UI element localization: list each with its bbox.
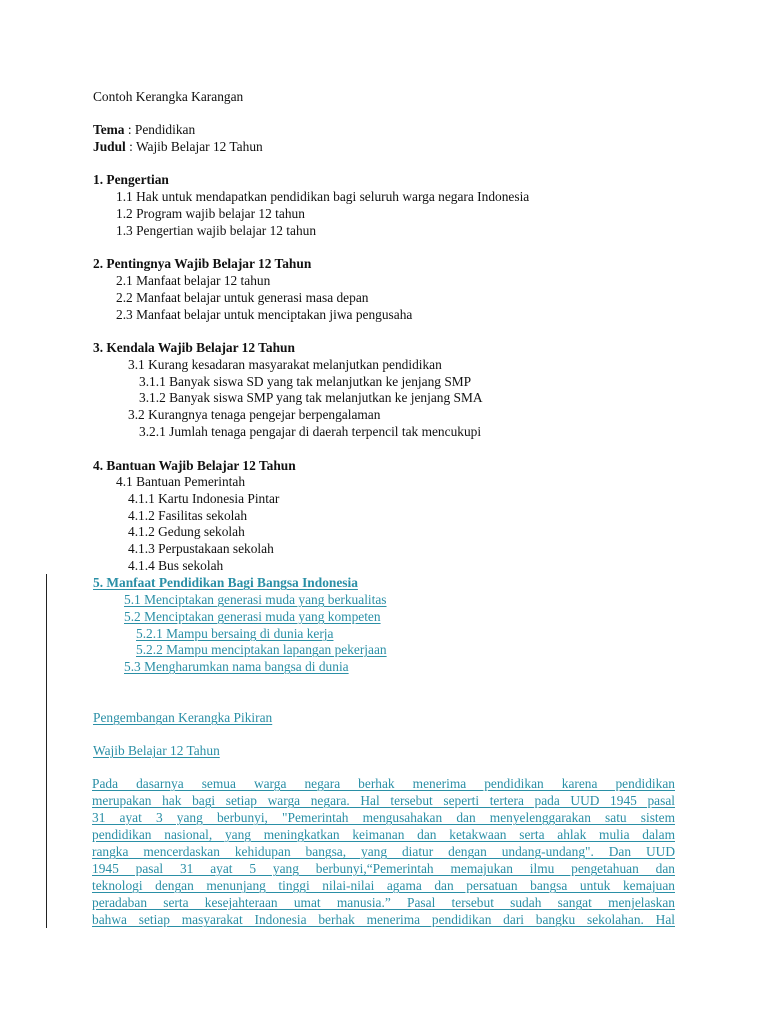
outline-item: 3.1.2 Banyak siswa SMP yang tak melanjutkan ke jenjang SMA [139,390,483,405]
outline-item-link[interactable]: 5.2 Menciptakan generasi muda yang kompeten [124,609,381,624]
development-subtitle[interactable]: Wajib Belajar 12 Tahun [93,743,220,758]
tema-line [93,122,195,138]
outline-item: 4.1 Bantuan Pemerintah [116,474,246,489]
tema-value: : Pendidikan [124,122,196,137]
paragraph-line[interactable]: rangka mencerdaskan kehidupan bangsa, yang diatur dengan undang-undang". Dan UUD [92,844,675,859]
paragraph-line[interactable]: 1945 pasal 31 ayat 5 yang berbunyi,“Pemerintah memajukan ilmu pengetahuan dan [92,861,675,876]
judul-line [93,139,263,155]
paragraph-line[interactable]: teknologi dengan menunjang tinggi nilai-nilai agama dan persatuan bangsa untuk kemajuan [92,878,675,893]
paragraph-line[interactable]: Pada dasarnya semua warga negara berhak menerima pendidikan karena pendidikan [92,776,675,791]
outline-item: 4.1.3 Perpustakaan sekolah [128,541,274,556]
outline-item: 1.3 Pengertian wajib belajar 12 tahun [116,223,317,238]
section-1-heading: 1. Pengertian [93,172,169,187]
outline-item: 4.1.4 Bus sekolah [128,558,224,573]
judul-value: : Wajib Belajar 12 Tahun [125,139,263,154]
body-paragraph [92,775,675,928]
outline-item: 1.2 Program wajib belajar 12 tahun [116,206,305,221]
outline-item-link[interactable]: 5.3 Mengharumkan nama bangsa di dunia [124,659,349,674]
outline-item: 4.1.2 Gedung sekolah [128,524,245,539]
development-heading[interactable]: Pengembangan Kerangka Pikiran [93,710,273,725]
section-5-heading[interactable]: 5. Manfaat Pendidikan Bagi Bangsa Indonesia [93,575,358,590]
paragraph-line[interactable]: merupakan hak bagi setiap warga negara. Hal tersebut seperti tertera pada UUD 1945 pasal [92,793,675,808]
outline-item: 3.1.1 Banyak siswa SD yang tak melanjutkan ke jenjang SMP [139,374,472,389]
outline-item: 2.1 Manfaat belajar 12 tahun [116,273,271,288]
outline-item: 3.2.1 Jumlah tenaga pengajar di daerah terpencil tak mencukupi [139,424,482,439]
outline-item: 4.1.2 Fasilitas sekolah [128,508,248,523]
outline-item: 4.1.1 Kartu Indonesia Pintar [128,491,280,506]
tema-label: Tema [93,122,125,137]
outline-item: 2.2 Manfaat belajar untuk generasi masa depan [116,290,369,305]
paragraph-line[interactable]: 31 ayat 3 yang berbunyi, "Pemerintah mengusahakan dan menyelenggarakan satu sistem [92,810,675,825]
outline-item: 1.1 Hak untuk mendapatkan pendidikan bagi seluruh warga negara Indonesia [116,189,530,204]
outline-item: 2.3 Manfaat belajar untuk menciptakan jiwa pengusaha [116,307,413,322]
judul-label: Judul [93,139,126,154]
outline-item: 3.2 Kurangnya tenaga pengejar berpengalaman [128,407,381,422]
section-2-heading: 2. Pentingnya Wajib Belajar 12 Tahun [93,256,312,271]
revision-change-bar [46,574,47,928]
outline-item-link[interactable]: 5.2.2 Mampu menciptakan lapangan pekerjaan [136,642,387,657]
section-3-heading: 3. Kendala Wajib Belajar 12 Tahun [93,340,295,355]
paragraph-line[interactable]: bahwa setiap masyarakat Indonesia berhak menerima pendidikan dari bangku sekolahan. Hal [92,912,675,927]
paragraph-line[interactable]: peradaban serta kesejahteraan umat manusia.” Pasal tersebut sudah sangat menjelaskan [92,895,675,910]
paragraph-line[interactable]: pendidikan nasional, yang meningkatkan keimanan dan ketakwaan serta ahlak mulia dalam [92,827,675,842]
outline-item-link[interactable]: 5.2.1 Mampu bersaing di dunia kerja [136,626,334,641]
outline-item: 3.1 Kurang kesadaran masyarakat melanjutkan pendidikan [128,357,442,372]
document-title: Contoh Kerangka Karangan [93,89,244,104]
section-4-heading: 4. Bantuan Wajib Belajar 12 Tahun [93,458,296,473]
outline-item-link[interactable]: 5.1 Menciptakan generasi muda yang berkualitas [124,592,387,607]
